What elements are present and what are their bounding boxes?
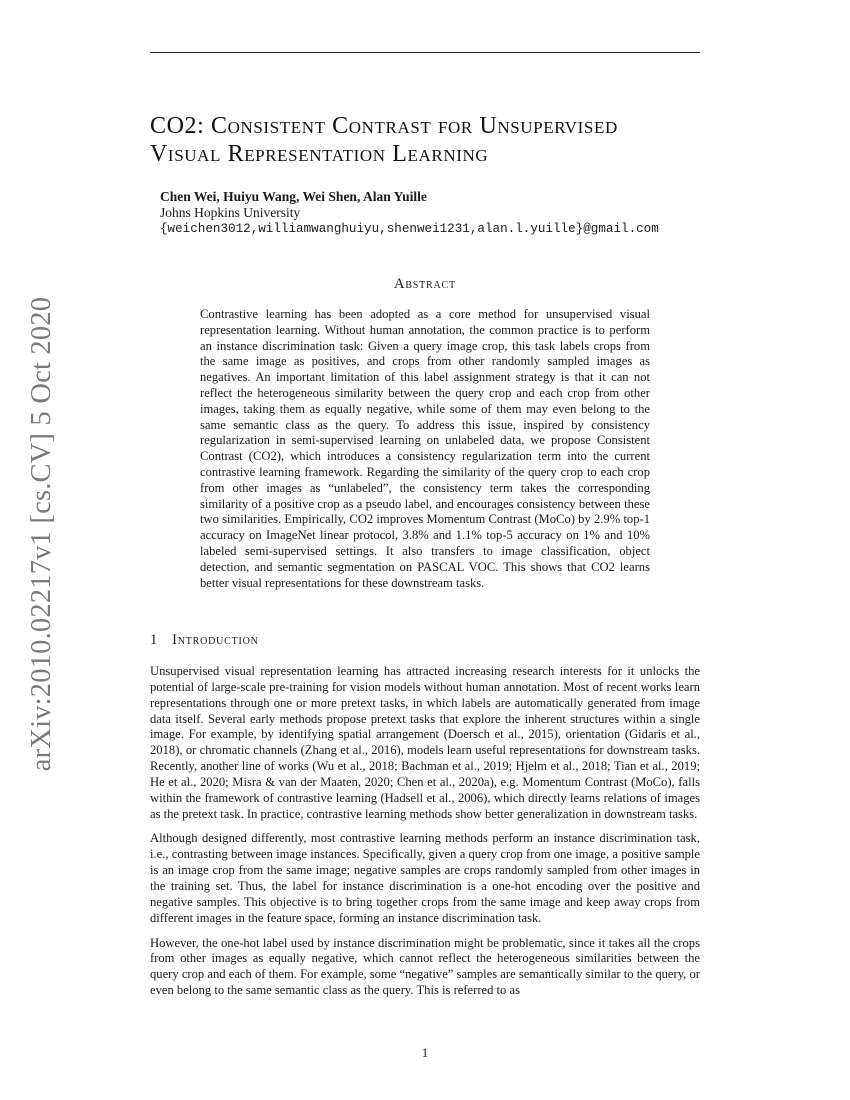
title-line-1: CO2: Consistent Contrast for Unsupervised (150, 113, 618, 139)
section-title: Introduction (172, 632, 259, 648)
author-names: Chen Wei, Huiyu Wang, Wei Shen, Alan Yuille (160, 189, 427, 204)
paragraph: Unsupervised visual representation learning has attracted increasing research interests for it unlocks the potential of large-scale pre-training for vision models without human annotation. Most of recent works learn representations through one or more pretext tasks, in which labels are automatically generated from image data itself. Several early methods propose pretext tasks that explore the inherent structures within a single image. For example, by identifying spatial arrangement (Doersch et al., 2015), orientation (Gidaris et al., 2018), or chromatic channels (Zhang et al., 2016), models learn useful representations for downstream tasks. Recently, another line of works (Wu et al., 2018; Bachman et al., 2019; Hjelm et al., 2018; Tian et al., 2019; He et al., 2020; Misra & van der Maaten, 2020; Chen et al., 2020a), e.g. Momentum Contrast (MoCo), falls within the framework of contrastive learning (Hadsell et al., 2006), which directly learns relations of images as the pretext task. In practice, contrastive learning methods show better generalization in downstream tasks. (150, 664, 700, 821)
section-number: 1 (150, 632, 159, 648)
top-rule (150, 52, 700, 53)
paper-title (150, 112, 710, 168)
arxiv-stamp: arXiv:2010.02217v1 [cs.CV] 5 Oct 2020 (26, 296, 57, 772)
introduction-body (150, 664, 700, 1008)
author-block (160, 189, 659, 237)
author-emails: {weichen3012,williamwanghuiyu,shenwei1231,alan.l.yuille}@gmail.com (160, 222, 659, 236)
page-number: 1 (421, 1046, 429, 1060)
paragraph: Although designed differently, most contrastive learning methods perform an instance discrimination task, i.e., contrasting between image instances. Specifically, given a query crop from one image, a positive sample is an image crop from the same image; negative samples are crops randomly sampled from other images in the training set. Thus, the label for instance discrimination is a one-hot encoding over the positive and negative samples. This objective is to bring together crops from the same image and keep away crops from different images in the feature space, forming an instance discrimination task. (150, 831, 700, 925)
affiliation: Johns Hopkins University (160, 205, 301, 220)
paragraph: However, the one-hot label used by instance discrimination might be problematic, since it takes all the crops from other images as equally negative, which cannot reflect the heterogeneous similarities between the query crop and each of them. For example, some “negative” samples are semantically similar to the query, or even belong to the same semantic class as the query. This is referred to as (150, 935, 700, 998)
section-heading-introduction (150, 632, 259, 649)
abstract-text: Contrastive learning has been adopted as a core method for unsupervised visual representation learning. Without human annotation, the common practice is to perform an instance discrimination task: Given a query image crop, this task labels crops from the same image as positives, and crops from other randomly sampled images as negatives. An important limitation of this label assignment strategy is that it can not reflect the heterogeneous similarity between the query crop and each crop from other images, taking them as equally negative, while some of them may even belong to the same semantic class as the query. To address this issue, inspired by consistency regularization in semi-supervised learning on unlabeled data, we propose Consistent Contrast (CO2), which introduces a consistency regularization term into the current contrastive learning framework. Regarding the similarity of the query crop to each crop from other images as “unlabeled”, the consistency term takes the corresponding similarity of a positive crop as a pseudo label, and encourages consistency between these two similarities. Empirically, CO2 improves Momentum Contrast (MoCo) by 2.9% top-1 accuracy on ImageNet linear protocol, 3.8% and 1.1% top-5 accuracy on 1% and 10% labeled semi-supervised settings. It also transfers to image classification, object detection, and semantic segmentation on PASCAL VOC. This shows that CO2 learns better visual representations for these downstream tasks. (200, 307, 650, 590)
title-line-2: Visual Representation Learning (150, 141, 489, 167)
abstract-heading: Abstract (394, 276, 456, 292)
